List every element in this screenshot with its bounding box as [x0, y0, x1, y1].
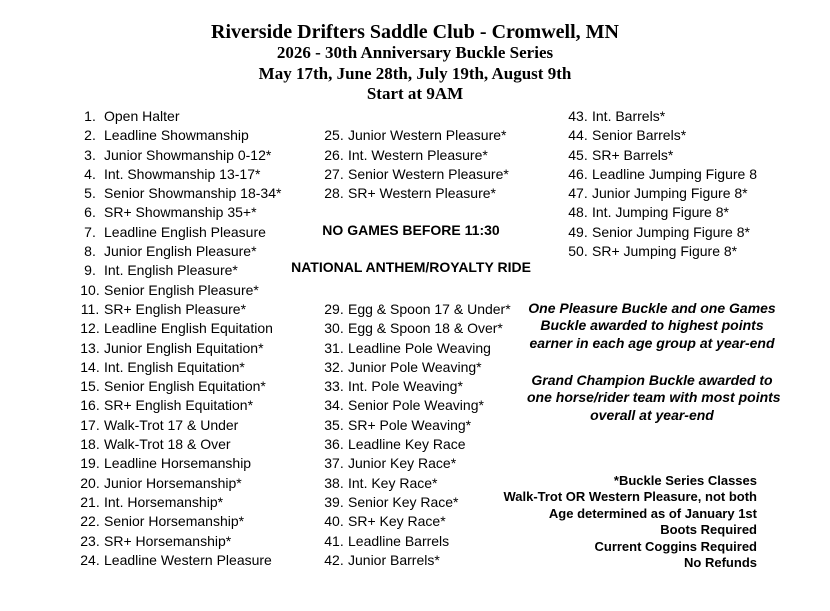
class-row: [76, 512, 281, 531]
class-number: 23.: [80, 532, 100, 549]
class-number: 1.: [84, 108, 96, 124]
note-grand-champion: [527, 372, 781, 424]
class-number: 5.: [84, 185, 96, 202]
class-label: Walk-Trot 17 & Under: [104, 416, 239, 433]
class-label: Leadline Jumping Figure 8: [592, 165, 757, 182]
class-number: 50.: [568, 243, 588, 260]
class-row: [564, 242, 757, 261]
class-label: Int. Jumping Figure 8*: [592, 204, 729, 221]
class-number: 27.: [324, 165, 344, 182]
announcement-anthem-royalty-ride: NATIONAL ANTHEM/ROYALTY RIDE: [291, 259, 531, 275]
class-label: SR+ Barrels*: [592, 146, 674, 163]
class-row: [564, 107, 757, 126]
class-number: 21.: [80, 493, 100, 510]
class-number: 16.: [80, 397, 100, 414]
class-number: 42.: [324, 551, 344, 568]
class-label: Int. Key Race*: [348, 474, 438, 491]
class-row: [564, 223, 757, 242]
class-row: [564, 184, 757, 203]
class-row: [76, 107, 281, 126]
class-row: [564, 165, 757, 184]
class-label: Int. Western Pleasure*: [348, 146, 488, 163]
rule-line: Current Coggins Required: [594, 538, 757, 554]
class-row: [320, 551, 511, 570]
class-row: [320, 184, 509, 203]
class-row: [320, 396, 511, 415]
class-row: [76, 203, 281, 222]
class-label: Junior Jumping Figure 8*: [592, 185, 748, 202]
class-number: 11.: [80, 300, 100, 317]
flyer-header: [0, 22, 830, 105]
class-row: [76, 242, 281, 261]
class-number: 47.: [568, 185, 588, 202]
announcement-no-games: NO GAMES BEFORE 11:30: [322, 222, 500, 238]
class-row: [76, 339, 281, 358]
class-label: Junior Horsemanship*: [104, 474, 242, 491]
class-label: Int. Barrels*: [592, 108, 666, 124]
rule-line: No Refunds: [684, 555, 757, 571]
class-number: 32.: [324, 358, 344, 375]
note-line: One Pleasure Buckle and one Games: [528, 300, 776, 316]
class-label: Egg & Spoon 18 & Over*: [348, 320, 503, 337]
rule-line: Age determined as of January 1st: [548, 505, 757, 521]
class-number: 14.: [80, 358, 100, 375]
class-row: [564, 126, 757, 145]
class-label: Walk-Trot 18 & Over: [104, 436, 231, 453]
class-row: [76, 493, 281, 512]
class-number: 45.: [568, 146, 588, 163]
subtitle-dates: May 17th, June 28th, July 19th, August 9th: [258, 63, 572, 83]
class-label: Egg & Spoon 17 & Under*: [348, 301, 511, 317]
rule-line: Walk-Trot OR Western Pleasure, not both: [503, 489, 757, 505]
note-line: earner in each age group at year-end: [529, 334, 775, 351]
class-number: 7.: [84, 223, 96, 240]
class-number: 39.: [324, 493, 344, 510]
class-label: Leadline Key Race: [348, 436, 466, 453]
class-number: 17.: [80, 416, 100, 433]
class-number: 44.: [568, 127, 588, 144]
class-label: Leadline Barrels: [348, 532, 450, 549]
class-number: 49.: [568, 223, 588, 240]
class-number: 3.: [84, 146, 96, 163]
class-label: SR+ Horsemanship*: [104, 532, 232, 549]
class-row: [320, 512, 511, 531]
class-number: 25.: [324, 127, 344, 144]
class-row: [320, 146, 509, 165]
class-label: Int. Horsemanship*: [104, 493, 224, 510]
class-row: [76, 281, 281, 300]
rule-line: Boots Required: [660, 522, 757, 538]
class-number: 31.: [324, 339, 344, 356]
class-number: 38.: [324, 474, 344, 491]
class-number: 34.: [324, 397, 344, 414]
class-label: SR+ Jumping Figure 8*: [592, 243, 738, 260]
class-row: [76, 551, 281, 570]
class-number: 2.: [84, 127, 96, 144]
class-row: [76, 532, 281, 551]
class-label: Senior Showmanship 18-34*: [104, 185, 282, 202]
class-label: Junior Western Pleasure*: [348, 127, 507, 144]
class-label: Leadline Western Pleasure: [104, 551, 272, 568]
rule-line: *Buckle Series Classes: [613, 473, 757, 488]
class-row: [76, 165, 281, 184]
class-number: 37.: [324, 455, 344, 472]
class-row: [76, 358, 281, 377]
class-label: Int. Showmanship 13-17*: [104, 165, 261, 182]
rules-list: [503, 473, 757, 571]
class-number: 28.: [324, 185, 344, 202]
class-row: [76, 300, 281, 319]
class-row: [76, 261, 281, 280]
class-label: Leadline English Equitation: [104, 320, 273, 337]
note-line: overall at year-end: [590, 406, 714, 423]
class-label: Int. Pole Weaving*: [348, 378, 463, 395]
class-row: [76, 319, 281, 338]
note-buckle-awards: [527, 300, 777, 352]
class-number: 10.: [80, 281, 100, 298]
class-label: SR+ English Equitation*: [104, 397, 254, 414]
class-number: 26.: [324, 146, 344, 163]
class-label: Senior Horsemanship*: [104, 513, 245, 530]
class-number: 9.: [84, 262, 96, 279]
class-label: Senior Key Race*: [348, 493, 459, 510]
page-title: Riverside Drifters Saddle Club - Cromwell, MN: [211, 21, 619, 43]
class-label: Senior Western Pleasure*: [348, 165, 509, 182]
note-line: Buckle awarded to highest points: [540, 317, 764, 334]
class-list-right: [564, 107, 757, 261]
class-label: SR+ English Pleasure*: [104, 300, 247, 317]
class-label: Leadline English Pleasure: [104, 223, 266, 240]
class-number: 22.: [80, 513, 100, 530]
class-row: [76, 454, 281, 473]
class-row: [320, 493, 511, 512]
class-number: 24.: [80, 551, 100, 568]
class-number: 15.: [80, 378, 100, 395]
class-row: [320, 416, 511, 435]
class-label: Junior Key Race*: [348, 455, 457, 472]
class-label: Senior Barrels*: [592, 127, 687, 144]
class-list-middle-bottom: [320, 300, 511, 570]
class-number: 30.: [324, 320, 344, 337]
class-number: 13.: [80, 339, 100, 356]
class-number: 43.: [568, 108, 588, 124]
class-row: [76, 126, 281, 145]
subtitle-start-time: Start at 9AM: [366, 84, 464, 103]
class-number: 18.: [80, 436, 100, 453]
class-label: SR+ Pole Weaving*: [348, 416, 472, 433]
class-row: [320, 532, 511, 551]
class-label: Junior English Pleasure*: [104, 243, 257, 260]
subtitle-series: 2026 - 30th Anniversary Buckle Series: [276, 43, 554, 62]
class-row: [320, 474, 511, 493]
class-label: Junior English Equitation*: [104, 339, 264, 356]
class-label: Senior Jumping Figure 8*: [592, 223, 750, 240]
class-row: [320, 454, 511, 473]
class-number: 19.: [80, 455, 100, 472]
class-label: Leadline Horsemanship: [104, 455, 252, 472]
class-row: [320, 126, 509, 145]
class-label: Leadline Pole Weaving: [348, 339, 491, 356]
class-number: 8.: [84, 243, 96, 260]
class-number: 46.: [568, 165, 588, 182]
note-line: one horse/rider team with most points: [527, 389, 781, 406]
class-row: [76, 474, 281, 493]
class-label: Open Halter: [104, 108, 180, 124]
class-label: SR+ Key Race*: [348, 513, 446, 530]
class-row: [76, 396, 281, 415]
class-row: [320, 300, 511, 319]
class-number: 12.: [80, 320, 100, 337]
class-row: [564, 203, 757, 222]
class-row: [76, 377, 281, 396]
class-label: SR+ Western Pleasure*: [348, 185, 496, 202]
class-number: 29.: [324, 301, 344, 317]
class-label: SR+ Showmanship 35+*: [104, 204, 257, 221]
class-label: Senior English Equitation*: [104, 378, 266, 395]
class-number: 48.: [568, 204, 588, 221]
class-number: 36.: [324, 436, 344, 453]
class-number: 41.: [324, 532, 344, 549]
class-row: [76, 223, 281, 242]
class-list-middle-top: [320, 126, 509, 203]
class-number: 20.: [80, 474, 100, 491]
class-row: [76, 416, 281, 435]
class-label: Junior Barrels*: [348, 551, 440, 568]
class-number: 35.: [324, 416, 344, 433]
class-row: [320, 339, 511, 358]
class-row: [320, 358, 511, 377]
class-label: Senior Pole Weaving*: [348, 397, 484, 414]
class-number: 6.: [84, 204, 96, 221]
class-number: 4.: [84, 165, 96, 182]
class-number: 40.: [324, 513, 344, 530]
class-label: Int. English Equitation*: [104, 358, 245, 375]
class-label: Junior Showmanship 0-12*: [104, 146, 272, 163]
class-label: Junior Pole Weaving*: [348, 358, 482, 375]
class-list-left: [76, 107, 281, 570]
class-row: [76, 435, 281, 454]
class-row: [320, 377, 511, 396]
class-label: Senior English Pleasure*: [104, 281, 259, 298]
note-line: Grand Champion Buckle awarded to: [531, 372, 773, 388]
class-number: 33.: [324, 378, 344, 395]
class-row: [76, 184, 281, 203]
class-label: Leadline Showmanship: [104, 127, 249, 144]
class-row: [564, 146, 757, 165]
class-row: [76, 146, 281, 165]
class-label: Int. English Pleasure*: [104, 262, 238, 279]
class-row: [320, 435, 511, 454]
class-row: [320, 165, 509, 184]
class-row: [320, 319, 511, 338]
